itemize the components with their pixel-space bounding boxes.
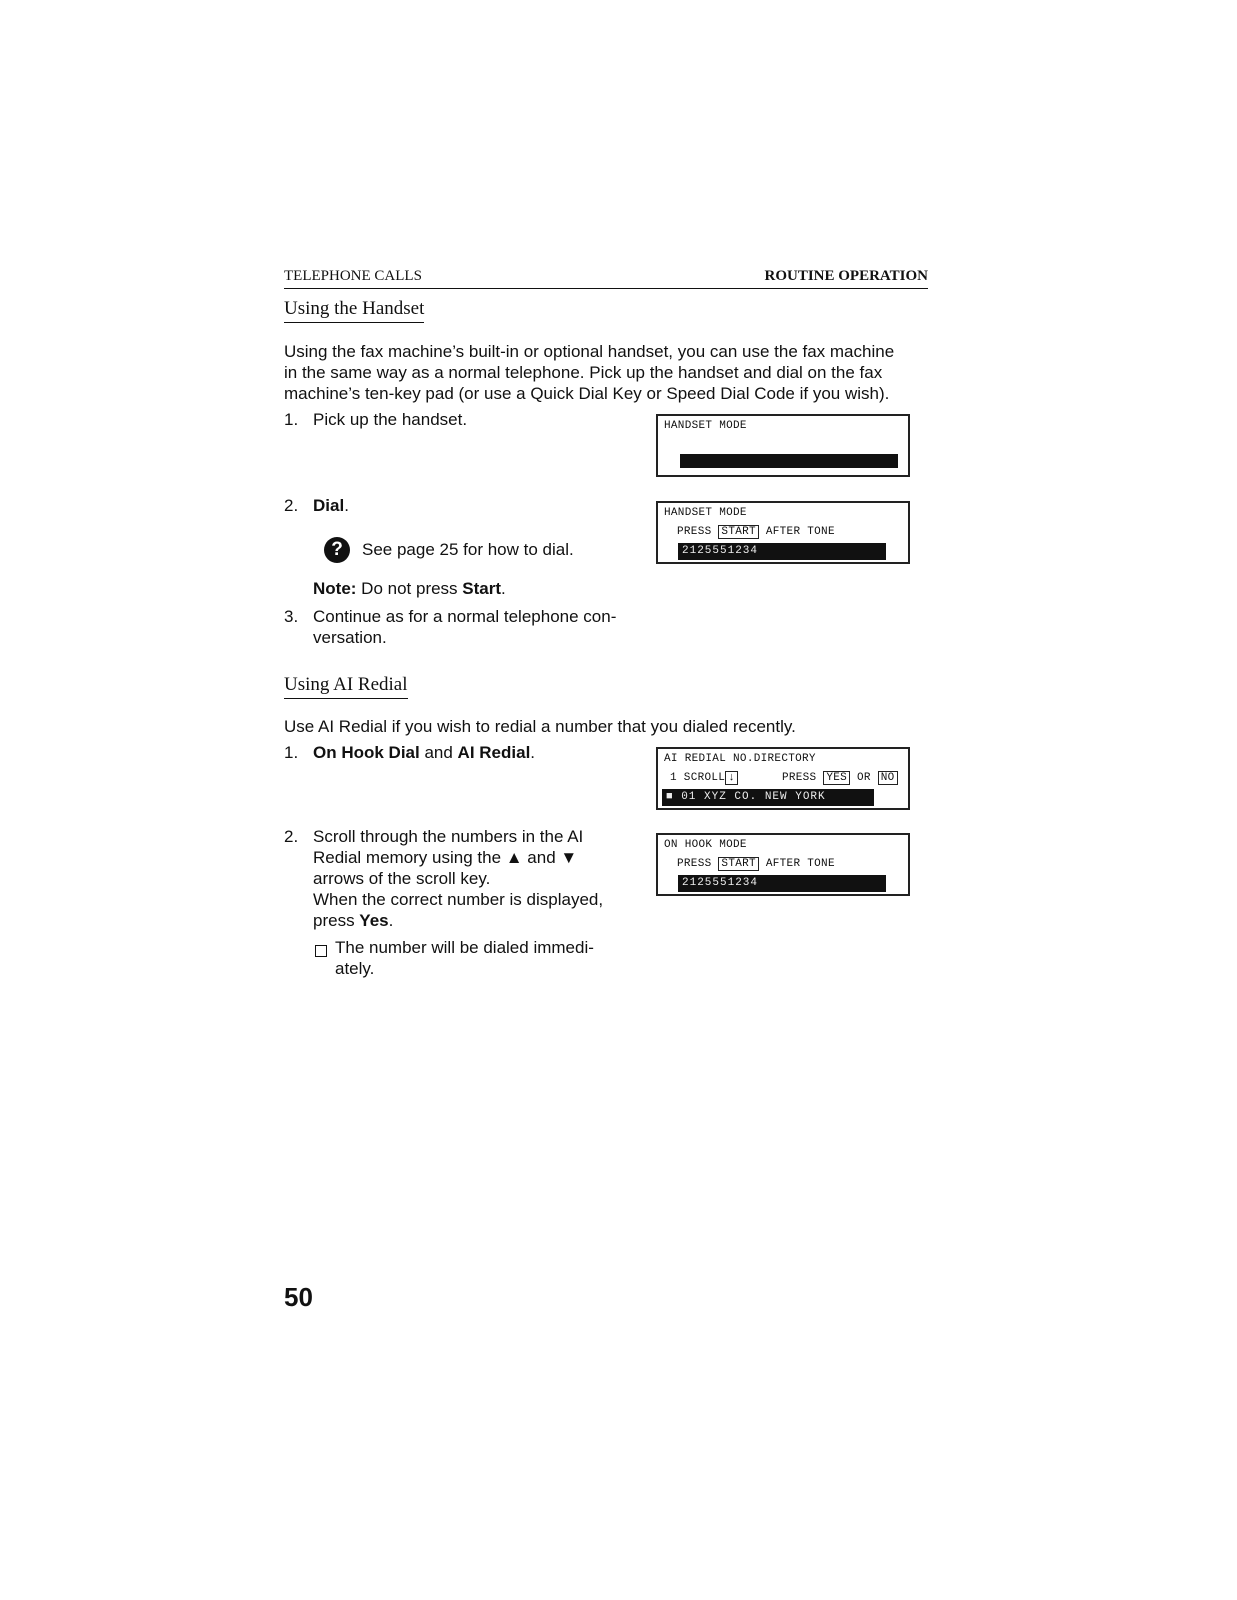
lcd-press-text: PRESS [677, 858, 712, 870]
step-number: 2. [284, 827, 299, 846]
lcd-after-tone-text: AFTER TONE [765, 526, 835, 538]
bullet-text [335, 937, 594, 979]
handset-step-2 [284, 495, 614, 517]
note-label: Note: [313, 579, 357, 598]
ai-redial-key: AI Redial [457, 743, 531, 762]
step-text-line: Continue as for a normal telephone con- [313, 607, 617, 626]
redial-step-1 [284, 742, 624, 764]
lcd-directory-entry: ■ 01 XYZ CO. NEW YORK [666, 791, 826, 803]
lcd-number-bar [678, 875, 886, 892]
step-label: Dial [313, 496, 345, 515]
lcd-entry-bar [662, 789, 874, 806]
lcd-dialed-number: 2125551234 [682, 877, 759, 889]
handset-intro-line: in the same way as a normal telephone. Pick up the handset and dial on the fax [284, 363, 883, 382]
page-number: 50 [284, 1282, 313, 1312]
running-header-section: TELEPHONE CALLS [284, 268, 422, 284]
step-end: . [530, 743, 536, 762]
header-rule [284, 288, 928, 289]
lcd-no-key: NO [878, 771, 898, 785]
step-period: . [344, 496, 349, 515]
lcd-display-ai-redial-directory [656, 747, 910, 810]
handset-intro-line: Using the fax machine’s built-in or optional handset, you can use the fax machine [284, 342, 895, 361]
lcd-display-on-hook-mode [656, 833, 910, 896]
question-icon: ? [324, 537, 350, 563]
handset-step-1 [284, 409, 614, 431]
note-text [313, 578, 506, 599]
lcd-start-key: START [718, 525, 759, 539]
section-heading-ai-redial: Using AI Redial [284, 674, 408, 699]
lcd-scroll-text: 1 SCROLL [670, 772, 726, 784]
note-end: . [501, 579, 506, 598]
redial-step-2 [284, 826, 624, 934]
handset-step-3 [284, 606, 624, 650]
lcd-press-text: PRESS [677, 526, 712, 538]
tip-text: See page 25 for how to dial. [362, 540, 574, 559]
section-heading-handset: Using the Handset [284, 298, 424, 323]
step-text-line: When the correct number is displayed, [313, 890, 604, 909]
lcd-start-key: START [718, 857, 759, 871]
step-text-line: arrows of the scroll key. [313, 869, 491, 888]
lcd-line-2 [670, 772, 898, 784]
lcd-display-handset-mode [656, 414, 910, 477]
step-and: and [419, 743, 458, 762]
step-text: Pick up the handset. [313, 410, 468, 429]
on-hook-dial-key: On Hook Dial [313, 743, 420, 762]
lcd-line-2 [677, 858, 835, 870]
lcd-display-handset-press-start [656, 501, 910, 564]
lcd-line-1: HANDSET MODE [664, 507, 747, 519]
bullet-text-line: ately. [335, 959, 375, 978]
checkbox-bullet-icon [315, 945, 327, 957]
lcd-line-1: ON HOOK MODE [664, 839, 747, 851]
step-number: 1. [284, 410, 299, 429]
step-text-line: Scroll through the numbers in the AI [313, 827, 584, 846]
step-number: 1. [284, 743, 299, 762]
lcd-press-text: PRESS [781, 772, 817, 784]
step-text [313, 495, 349, 516]
press-word: press [313, 911, 360, 930]
lcd-line-1: HANDSET MODE [664, 420, 747, 432]
lcd-after-tone-text: AFTER TONE [765, 858, 835, 870]
step-text [313, 742, 535, 763]
step-text-line [313, 910, 603, 931]
note-body: Do not press [356, 579, 463, 598]
handset-intro-line: machine’s ten-key pad (or use a Quick Dial Key or Speed Dial Code if you wish). [284, 384, 890, 403]
scroll-down-icon: ↓ [725, 771, 738, 785]
note-key: Start [462, 579, 502, 598]
press-end: . [388, 911, 394, 930]
lcd-number-bar [678, 543, 886, 560]
redial-intro: Use AI Redial if you wish to redial a number that you dialed recently. [284, 717, 796, 736]
yes-key: Yes [359, 911, 389, 930]
step-text-line: Redial memory using the ▲ and ▼ [313, 848, 578, 867]
bullet-text-line: The number will be dialed immedi- [335, 938, 594, 957]
lcd-line-1: AI REDIAL NO.DIRECTORY [664, 753, 816, 765]
step-text [313, 826, 603, 931]
handset-intro [284, 341, 944, 404]
lcd-line-2 [677, 526, 835, 538]
running-header-chapter: ROUTINE OPERATION [764, 268, 928, 284]
step-number: 2. [284, 496, 299, 515]
lcd-or-text: OR [856, 772, 871, 784]
step-text [313, 606, 616, 648]
step-number: 3. [284, 607, 299, 626]
lcd-yes-key: YES [823, 771, 850, 785]
step-text-line: versation. [313, 628, 387, 647]
lcd-input-bar [680, 454, 898, 468]
lcd-dialed-number: 2125551234 [682, 545, 759, 557]
